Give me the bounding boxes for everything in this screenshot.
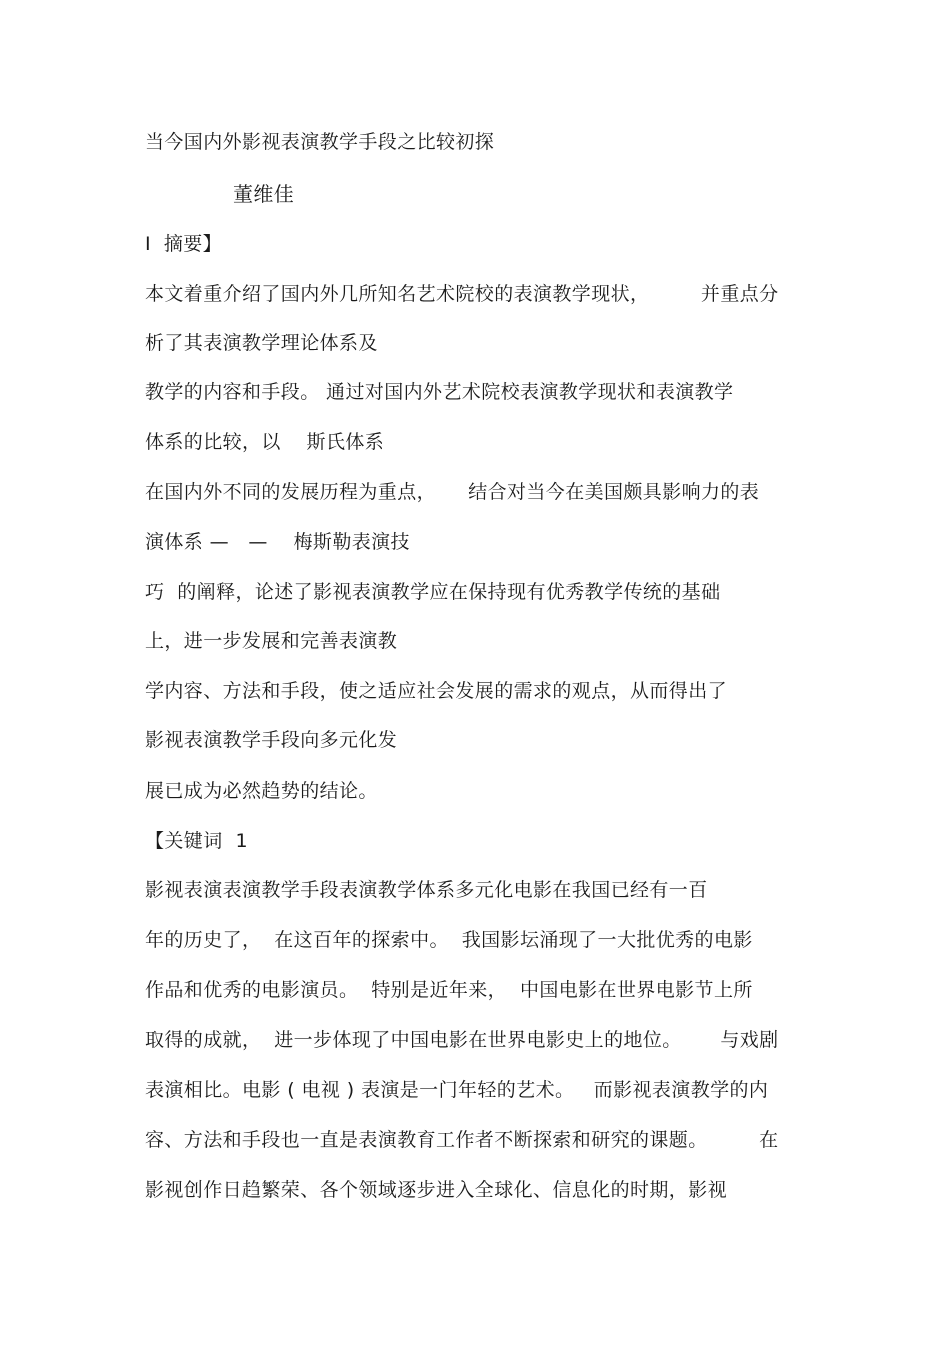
body-line: 容、方法和手段也一直是表演教育工作者不断探索和研究的课题。 在 xyxy=(145,1129,779,1151)
document-author: 董维佳 xyxy=(233,182,295,206)
abstract-line: 学内容、方法和手段，使之适应社会发展的需求的观点，从而得出了 xyxy=(145,680,728,702)
body-line: 年的历史了， 在这百年的探索中。 我国影坛涌现了一大批优秀的电影 xyxy=(145,929,753,951)
abstract-line: 上，进一步发展和完善表演教 xyxy=(145,630,398,652)
abstract-line: 本文着重介绍了国内外几所知名艺术院校的表演教学现状， 并重点分 xyxy=(145,283,779,305)
abstract-line: 巧 的阐释，论述了影视表演教学应在保持现有优秀教学传统的基础 xyxy=(145,581,721,603)
abstract-line: 在国内外不同的发展历程为重点， 结合对当今在美国颇具影响力的表 xyxy=(145,481,760,503)
body-line: 影视表演表演教学手段表演教学体系多元化电影在我国已经有一百 xyxy=(145,879,708,901)
abstract-line: 体系的比较，以 斯氏体系 xyxy=(145,431,385,453)
abstract-line: 析了其表演教学理论体系及 xyxy=(145,332,378,354)
body-line: 影视创作日趋繁荣、各个领域逐步进入全球化、信息化的时期，影视 xyxy=(145,1179,728,1201)
abstract-line: 影视表演教学手段向多元化发 xyxy=(145,729,398,751)
document-title: 当今国内外影视表演教学手段之比较初探 xyxy=(145,131,495,153)
abstract-line: 教学的内容和手段。 通过对国内外艺术院校表演教学现状和表演教学 xyxy=(145,381,734,403)
abstract-heading: I 摘要】 xyxy=(145,233,223,255)
body-line: 表演相比。电影 ( 电视 ) 表演是一门年轻的艺术。 而影视表演教学的内 xyxy=(145,1079,769,1101)
abstract-line: 展已成为必然趋势的结论。 xyxy=(145,780,378,802)
body-line: 作品和优秀的电影演员。 特别是近年来， 中国电影在世界电影节上所 xyxy=(145,979,753,1001)
body-line: 取得的成就， 进一步体现了中国电影在世界电影史上的地位。 与戏剧 xyxy=(145,1029,779,1051)
keywords-heading: 【关键词 1 xyxy=(145,830,248,852)
abstract-line: 演体系 — — 梅斯勒表演技 xyxy=(145,531,410,553)
